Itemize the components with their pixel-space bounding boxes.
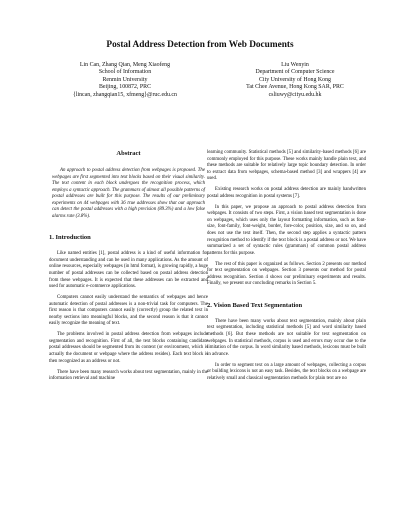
paragraph: There have been many works about text segmentation, mainly about plain text segmentation, including statistical methods [5] and word similarity based methods [6]. But these methods are not suitable for text segmentation on webpages. In statistical methods, corpus is used and errors may occur due to the limitation of the corpus. In word similarity based methods, lexicons must be built in advance. [207, 318, 366, 357]
right-column [207, 150, 366, 387]
paragraph: Existing research works on postal address detection are mainly handwritten postal address recognition in postal systems [7]. [207, 187, 366, 199]
paragraph: In this paper, we propose an approach to postal address detection from webpages. It consists of two steps. First, a vision based text segmentation is done on webpages, which uses only the layout formatting information, such as font-size, font-family, font-weight, border, fore-color, position, size, and so on, and does not use the text itself. Then, the second step applies a syntactic pattern recognition method to identify if the text block is a postal address or not. We have summarized a set of syntactic rules (grammars) of common postal address patterns for this purpose. [207, 204, 366, 256]
paragraph: The problems involved in postal address detection from webpages include segmentation and recognition. First of all, the text blocks containing candidate postal addresses should be segmented from its context (or environment, which is actually the document or webpage where the address resides). Each text block is then recognized as an address or not. [49, 332, 208, 364]
author-affiliation: School of Information [98, 69, 152, 76]
paragraph: There have been many research works about text segmentation, mainly in the information retrieval and machine [49, 369, 208, 382]
author-block-left [50, 62, 200, 99]
paragraph: In order to segment text on a large amount of webpages, collecting a corpus or building lexicons is not an easy task. Besides, the text blocks on a webpage are relatively small and classical segmentation methods for plain text are no [207, 362, 366, 381]
author-email: {lincan, zhangqian15, xfmeng}@ruc.edu.cn [73, 91, 177, 98]
section-heading: 2. Vision Based Text Segmentation [207, 301, 303, 309]
author-block-right [220, 62, 370, 99]
abstract-heading: Abstract [116, 150, 141, 157]
author-affiliation: Department of Computer Science [255, 69, 335, 76]
author-location: Tat Chee Avenue, Hong Kong SAR, PRC [246, 84, 344, 91]
author-university: Renmin University [102, 76, 148, 83]
paragraph: Computers cannot easily understand the semantics of webpages and hence automatic detection of postal addresses is a non-trivial task for computers. The first reason is that computers cannot easily (correctly) group the related text in nearby sections into meaningful blocks, and the second reason is that it cannot easily recognize the meaning of text. [49, 295, 208, 327]
author-names: Liu Wenyin [281, 62, 309, 68]
paragraph: The rest of this paper is organized as follows. Section 2 presents our method for text segmentation on webpages. Section 3 presents our method for postal address recognition. Section 4 shows our preliminary experiments and results. Finally, we present our concluding remarks in Section 5. [207, 261, 366, 287]
abstract-text: An approach to postal address detection from webpages is proposed. The webpages are first segmented into text blocks based on their visual similarity. The text content in each block undergoes the recognition process, which employs a syntactic approach. The grammars of almost all possible patterns of postal addresses are built for this purpose. The results of our preliminary experiments on 44 webpages with 36 true addresses show that our approach can detect the postal addresses with a high precision (89.3%) and a low false alarms rate (3.8%). [52, 168, 205, 219]
paper-title: Postal Address Detection from Web Documents [106, 40, 294, 50]
paragraph: Like named entities [1], postal address is a kind of useful information for document understanding and can be used in many applications. As the amount of online resources, especially webpages (in html format), is growing rapidly, a huge number of postal addresses can be collected based on postal address detection from these webpages. It is expected that these addresses can be extracted and used for automatic e-commerce applications. [49, 251, 208, 290]
paragraph: learning community. Statistical methods [5] and similarity-based methods [6] are commonly employed for this purpose. These works mainly handle plain text, and these methods are suitable for relatively large topic boundary detection. In order to extract data from webpages, schema-based method [3] and wrappers [4] are used. [207, 150, 366, 182]
author-university: City University of Hong Kong [259, 76, 331, 83]
author-email: csliuwy@cityu.edu.hk [268, 91, 322, 98]
section-heading: 1. Introduction [49, 234, 91, 242]
author-names: Lin Can, Zhang Qian, Meng Xiaofeng [79, 62, 171, 68]
author-location: Beijing, 100872, PRC [98, 84, 152, 91]
left-column [49, 150, 208, 387]
